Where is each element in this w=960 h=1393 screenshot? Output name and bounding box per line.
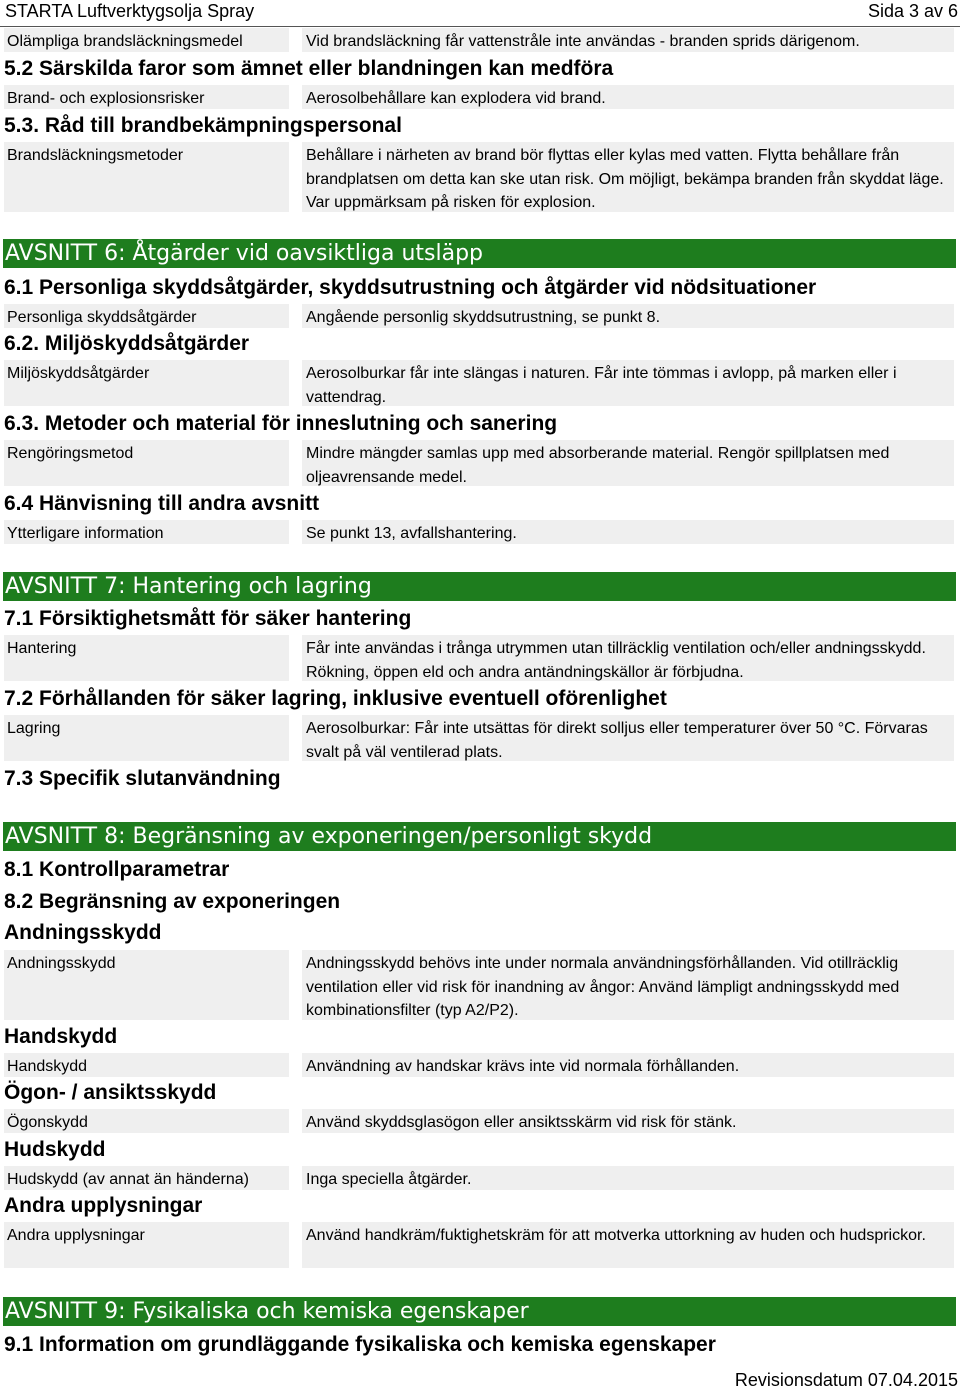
group-heading-other-info: Andra upplysningar	[4, 1194, 203, 1217]
section-6-title: AVSNITT 6: Åtgärder vid oavsiktliga utsläpp	[3, 239, 956, 268]
subheading-8-2: 8.2 Begränsning av exponeringen	[4, 890, 341, 913]
field-label-additional-info: Ytterligare information	[4, 520, 289, 544]
field-value-handling: Får inte användas i trånga utrymmen utan tillräcklig ventilation och/eller andningsskydd. Rökning, öppen eld och andra antändningskällor är förbjudna.	[302, 635, 954, 681]
field-value-additional-info: Se punkt 13, avfallshantering.	[302, 520, 954, 544]
group-heading-respiratory: Andningsskydd	[4, 921, 162, 944]
field-label-respiratory: Andningsskydd	[4, 950, 289, 1020]
field-label-skin: Hudskydd (av annat än händerna)	[4, 1166, 289, 1190]
subheading-6-1: 6.1 Personliga skyddsåtgärder, skyddsutrustning och åtgärder vid nödsituationer	[4, 276, 817, 299]
page-header	[0, 0, 960, 27]
field-value-extinguishing-unsuitable: Vid brandsläckning får vattenstråle inte användas - branden sprids därigenom.	[302, 28, 954, 52]
field-label-personal-precautions: Personliga skyddsåtgärder	[4, 304, 289, 328]
subheading-5-2: 5.2 Särskilda faror som ämnet eller blandningen kan medföra	[4, 57, 614, 80]
field-label-fire-explosion-risk: Brand- och explosionsrisker	[4, 85, 289, 109]
field-label-extinguishing-unsuitable: Olämpliga brandsläckningsmedel	[4, 28, 289, 52]
subheading-7-2: 7.2 Förhållanden för säker lagring, inklusive eventuell oförenlighet	[4, 687, 667, 710]
field-value-fire-explosion-risk: Aerosolbehållare kan explodera vid brand.	[302, 85, 954, 109]
field-label-eye: Ögonskydd	[4, 1109, 289, 1133]
group-heading-skin: Hudskydd	[4, 1138, 106, 1161]
subheading-6-4: 6.4 Hänvisning till andra avsnitt	[4, 492, 320, 515]
field-label-environmental-precautions: Miljöskyddsåtgärder	[4, 360, 289, 406]
subheading-5-3: 5.3. Råd till brandbekämpningspersonal	[4, 114, 402, 137]
field-label-cleanup-method: Rengöringsmetod	[4, 440, 289, 486]
section-9-title: AVSNITT 9: Fysikaliska och kemiska egenskaper	[3, 1297, 956, 1326]
subheading-8-1: 8.1 Kontrollparametrar	[4, 858, 230, 881]
field-label-firefighting-methods: Brandsläckningsmetoder	[4, 142, 289, 212]
field-value-skin: Inga speciella åtgärder.	[302, 1166, 954, 1190]
page-number: Sida 3 av 6	[867, 1, 958, 21]
field-label-hand: Handskydd	[4, 1053, 289, 1077]
field-value-firefighting-methods: Behållare i närheten av brand bör flyttas eller kylas med vatten. Flytta behållare från brandplatsen om detta kan ske utan risk. Om möjligt, bekämpa branden från skyddat läge. Var uppmärksam på risken för explosion.	[302, 142, 954, 212]
section-8-title: AVSNITT 8: Begränsning av exponeringen/personligt skydd	[3, 822, 956, 851]
group-heading-eye-face: Ögon- / ansiktsskydd	[4, 1081, 217, 1104]
field-value-hand: Användning av handskar krävs inte vid normala förhållanden.	[302, 1053, 954, 1077]
field-value-cleanup-method: Mindre mängder samlas upp med absorberande material. Rengör spillplatsen med oljeavrensande medel.	[302, 440, 954, 486]
field-value-environmental-precautions: Aerosolburkar får inte slängas i naturen. Får inte tömmas i avlopp, på marken eller i vattendrag.	[302, 360, 954, 406]
field-value-other-info: Använd handkräm/fuktighetskräm för att motverka uttorkning av huden och hudsprickor.	[302, 1222, 954, 1268]
group-heading-hand: Handskydd	[4, 1025, 118, 1048]
field-label-other-info: Andra upplysningar	[4, 1222, 289, 1268]
subheading-7-3: 7.3 Specifik slutanvändning	[4, 767, 281, 790]
subheading-6-3: 6.3. Metoder och material för inneslutning och sanering	[4, 412, 558, 435]
field-label-storage: Lagring	[4, 715, 289, 761]
revision-date: Revisionsdatum 07.04.2015	[734, 1370, 958, 1390]
section-7-title: AVSNITT 7: Hantering och lagring	[3, 572, 956, 601]
subheading-6-2: 6.2. Miljöskyddsåtgärder	[4, 332, 250, 355]
field-value-respiratory: Andningsskydd behövs inte under normala användningsförhållanden. Vid otillräcklig ventilation eller vid risk för inandning av ångor: Använd lämpligt andningsskydd med kombinationsfilter (typ A2/P2).	[302, 950, 954, 1020]
field-value-personal-precautions: Angående personlig skyddsutrustning, se punkt 8.	[302, 304, 954, 328]
document-title: STARTA Luftverktygsolja Spray	[5, 1, 255, 21]
field-value-storage: Aerosolburkar: Får inte utsättas för direkt solljus eller temperaturer över 50 °C. Förvaras svalt på väl ventilerad plats.	[302, 715, 954, 761]
field-label-handling: Hantering	[4, 635, 289, 681]
subheading-9-1: 9.1 Information om grundläggande fysikaliska och kemiska egenskaper	[4, 1333, 716, 1356]
subheading-7-1: 7.1 Försiktighetsmått för säker hantering	[4, 607, 412, 630]
field-value-eye: Använd skyddsglasögon eller ansiktsskärm vid risk för stänk.	[302, 1109, 954, 1133]
